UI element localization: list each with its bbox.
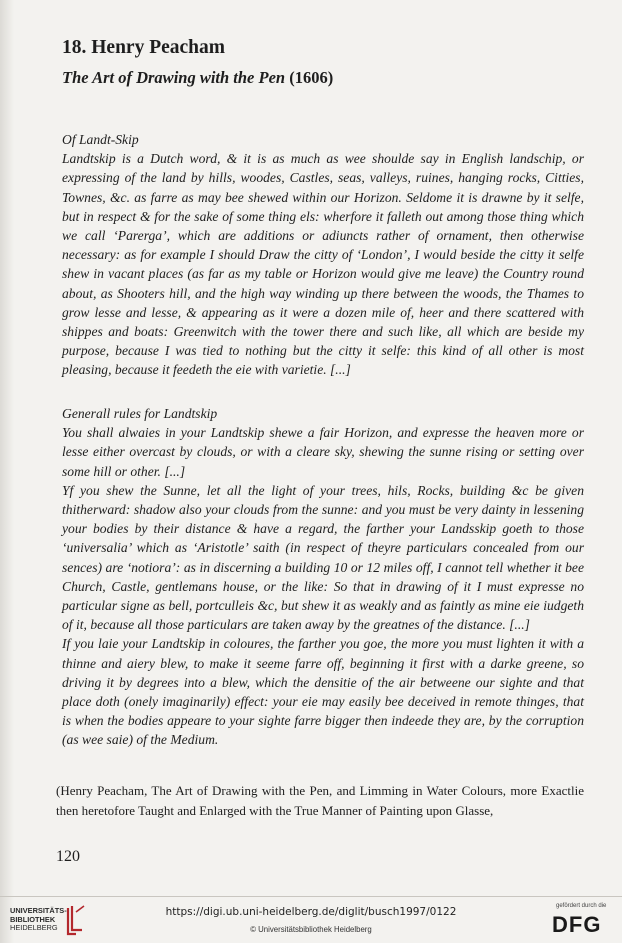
section-title: Of Landt-Skip xyxy=(62,132,139,147)
section-landt-skip xyxy=(62,130,584,380)
paragraph: Yf you shew the Sunne, let all the light of your trees, hils, Rocks, building &c be given thitherward: shadow also your clouds from the sunne: and you must be very dainty in lessening your bodies by their distance & have a regard, the farther your Landsskip goeth to those ‘universalia’ which as ‘Aristotle’ saith (in respect of theyre particulars concealed from our sences) are ‘notiora’: as in discerning a building 10 or 12 miles off, I cannot tell whether it bee Church, Castle, gentlemans house, or the like: So that in drawing of it I must expresse no particular signe as bell, portculleis &c, but shew it as weakly and as faintly as mine eie iudgeth of it, because all those particulars are taken away by the greatnes of the distance. [...] xyxy=(62,482,584,633)
page-edge-shadow xyxy=(0,0,14,943)
library-line: UNIVERSITÄTS- xyxy=(10,906,67,915)
citation: (Henry Peacham, The Art of Drawing with the Pen, and Limming in Water Colours, more Exactlie then heretofore Taught and Enlarged with the True Manner of Painting upon Glasse, xyxy=(56,783,584,818)
work-title-line xyxy=(62,68,333,88)
paragraph: You shall alwaies in your Landtskip shewe a fair Horizon, and expresse the heaven more or lesse either overcast by clouds, or with a cleare sky, shewing the sunne rising or setting over some hill or other. [...] xyxy=(62,425,584,479)
chapter-number: 18. xyxy=(62,37,87,58)
chapter-heading xyxy=(62,37,225,59)
page-number: 120 xyxy=(56,848,80,865)
copyright-notice: © Universitätsbibliothek Heidelberg xyxy=(250,925,372,934)
work-title: The Art of Drawing with the Pen xyxy=(62,68,286,87)
library-line: HEIDELBERG xyxy=(10,923,58,933)
chapter-author: Henry Peacham xyxy=(91,37,226,58)
dfg-logo: DFG xyxy=(552,912,602,937)
library-line: BIBLIOTHEK xyxy=(10,914,56,924)
section-general-rules xyxy=(62,404,584,750)
work-year: (1606) xyxy=(289,68,334,87)
permalink-url[interactable]: https://digi.ub.uni-heidelberg.de/diglit/busch1997/0122 xyxy=(165,906,457,918)
funder-credit: gefördert durch die xyxy=(556,903,607,909)
footer-divider xyxy=(0,896,622,897)
paragraph: Landtskip is a Dutch word, & it is as much as wee shoulde say in English landschip, or expressing of the land by hills, woodes, Castles, seas, valleys, ruines, hanging rocks, Citties, Townes, &c. as farre as may bee shewed within our Horizon. Seldome it is drawne by it selfe, but in respect & for the sake of some thing els: wherfore it falleth out among those thing which we call ‘Parerga’, which are additions or adiuncts rather of ornament, then otherwise necessary: as for example I should Draw the citty of ‘London’, I would beside the citty it selfe shew in vacant places (as far as my table or Horizon would give me leave) the Country round about, as Shooters hill, and the high way winding up there between the woods, the Thames to grow lesse and lesse, & appearing as it were a dozen mile of, heer and there scattered with shippes and boats: Greenwitch with the tower there and such like, all which are beside my purpose, because I was tied to nothing but the citty it selfe: this kind of all other is most pleasing, because it feedeth the eie with varietie. [...] xyxy=(62,151,584,378)
section-title: Generall rules for Landtskip xyxy=(62,406,218,421)
paragraph: If you laie your Landtskip in coloures, the farther you goe, the more you must lighten it with a thinne and aiery blew, to make it seeme farre off, beginning it first with a darke greene, so driving it by degrees into a blew, which the densitie of the air betweene our sighte and that place doth (onely imaginarily) effect: your eie may easily bee deceived in remote thinges, that is when the bodies appeare to your sighte farre bigger then indeede they are, by the corruption (as wee saie) of the Medium. xyxy=(62,636,584,748)
